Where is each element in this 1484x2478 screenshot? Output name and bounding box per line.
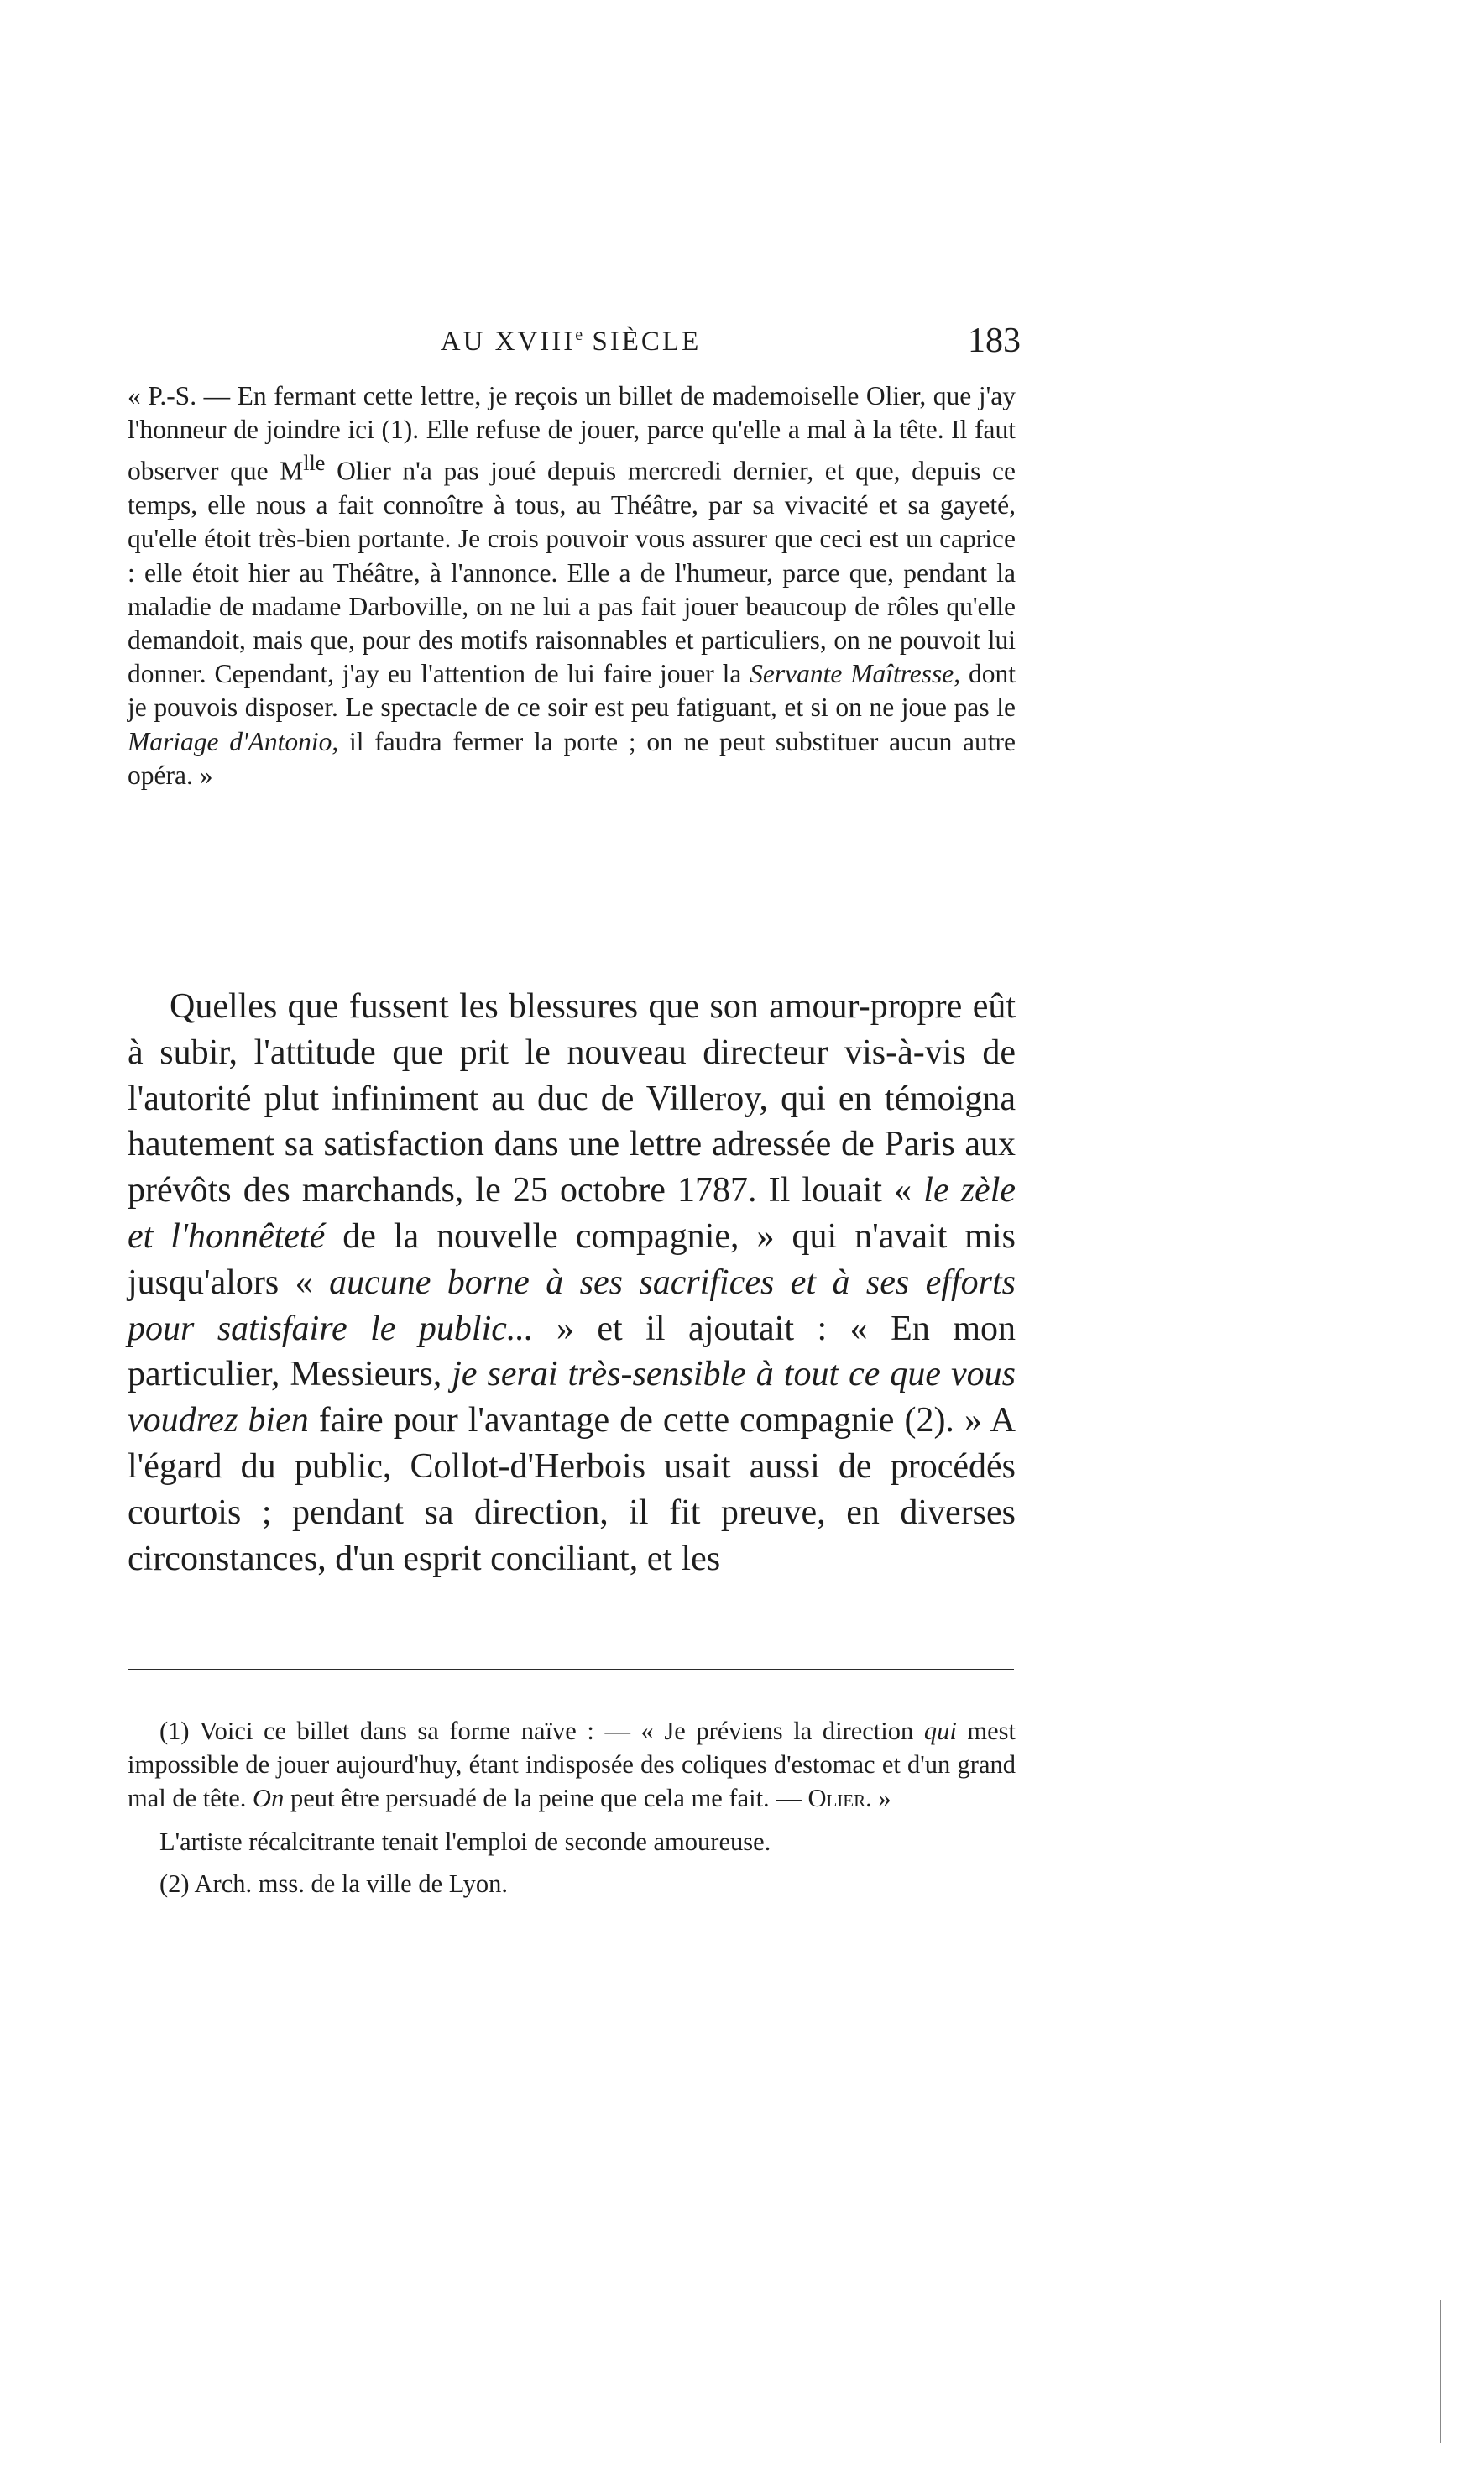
main-text — [128, 984, 1016, 1581]
letter-text-1: « P.-S. — En fermant cette lettre, je reçois un billet de mademoiselle Olier, que j'ay l'honneur de joindre ici (1). Elle refuse de jouer, parce qu'elle a mal à la tête. Il faut observer que M — [128, 381, 1016, 486]
letter-italic-1: Servante Maîtresse, — [750, 659, 961, 689]
main-text-1: Quelles que fussent les blessures que son amour-propre eût à subir, l'attitude que prit le nouveau directeur vis-à-vis de l'autorité plut infiniment au duc de Villeroy, qui en témoigna hautement sa satisfaction dans une lettre adressée de Paris aux prévôts des marchands, le 25 octobre 1787. Il louait « — [128, 987, 1016, 1210]
page-number: 183 — [968, 322, 1021, 360]
letter-paragraph — [128, 379, 1016, 792]
running-title-end: SIÈCLE — [583, 327, 702, 357]
letter-superscript: lle — [303, 451, 326, 476]
footnote-1-italic-2: On — [253, 1784, 285, 1812]
letter-text-4: il faudra fermer la porte ; on ne peut substituer aucun autre opéra. » — [128, 726, 1016, 790]
running-title — [126, 326, 1016, 358]
footnote-1-italic-1: qui — [923, 1717, 957, 1745]
footnote-1 — [128, 1714, 1016, 1815]
footnote-1-text-2: mest impossible de jouer aujourd'huy, étant indisposée des coliques d'estomac et d'un grand mal de tête. — [128, 1717, 1016, 1812]
footnote-2: (2) Arch. mss. de la ville de Lyon. — [159, 1869, 509, 1898]
letter-text-2: Olier n'a pas joué depuis mercredi dernier, et que, depuis ce temps, elle nous a fait connoître à tous, au Théâtre, par sa vivacité et sa gayeté, qu'elle étoit très-bien portante. Je crois pouvoir vous assurer que ceci est un caprice : elle étoit hier au Théâtre, à l'annonce. Elle a de l'humeur, parce que, pendant la maladie de madame Darboville, on ne lui a pas fait jouer beaucoup de rôles qu'elle demandoit, mais que, pour des motifs raisonnables et particuliers, on ne pouvoit lui donner. Cependant, j'ay eu l'attention de lui faire jouer la — [128, 456, 1016, 689]
footnote-1-text-3: peut être persuadé de la peine que cela me fait. — — [284, 1784, 808, 1812]
running-head — [126, 321, 1021, 371]
main-italic-2: aucune borne à ses sacrifices et à ses efforts pour satisfaire le public... — [128, 1263, 1016, 1348]
main-paragraph — [128, 984, 1016, 1581]
footnote-1-note: L'artiste récalcitrante tenait l'emploi de seconde amoureuse. — [159, 1827, 771, 1856]
main-italic-1: le zèle et l'honnêteté — [128, 1171, 1016, 1256]
running-title-superscript: e — [575, 326, 583, 344]
footnote-1-signature: Olier. — [807, 1784, 872, 1812]
main-text-2: de la nouvelle compagnie, » qui n'avait mis jusqu'alors « — [128, 1216, 1016, 1302]
running-title-text: AU XVIII — [440, 327, 576, 357]
footnotes — [128, 1714, 1016, 1900]
letter-italic-2: Mariage d'Antonio, — [128, 726, 339, 756]
footnote-divider — [128, 1669, 1014, 1670]
main-italic-3: je serai très-sensible à tout ce que vous voudrez bien — [128, 1355, 1016, 1440]
margin-mark — [1440, 2300, 1441, 2443]
quoted-letter — [128, 379, 1016, 792]
main-text-3: » et il ajoutait : « En mon particulier, Messieurs, — [128, 1309, 1016, 1394]
footnote-1-text-4: » — [871, 1784, 891, 1812]
main-text-4: faire pour l'avantage de cette compagnie (2). » A l'égard du public, Collot-d'Herbois usait aussi de procédés courtois ; pendant sa direction, il fit preuve, en diverses circonstances, d'un esprit conciliant, et les — [128, 1401, 1016, 1578]
letter-text-3: dont je pouvois disposer. Le spectacle de ce soir est peu fatiguant, et si on ne joue pas le — [128, 659, 1016, 723]
footnote-1-text-1: (1) Voici ce billet dans sa forme naïve : — « Je préviens la direction — [159, 1717, 924, 1745]
